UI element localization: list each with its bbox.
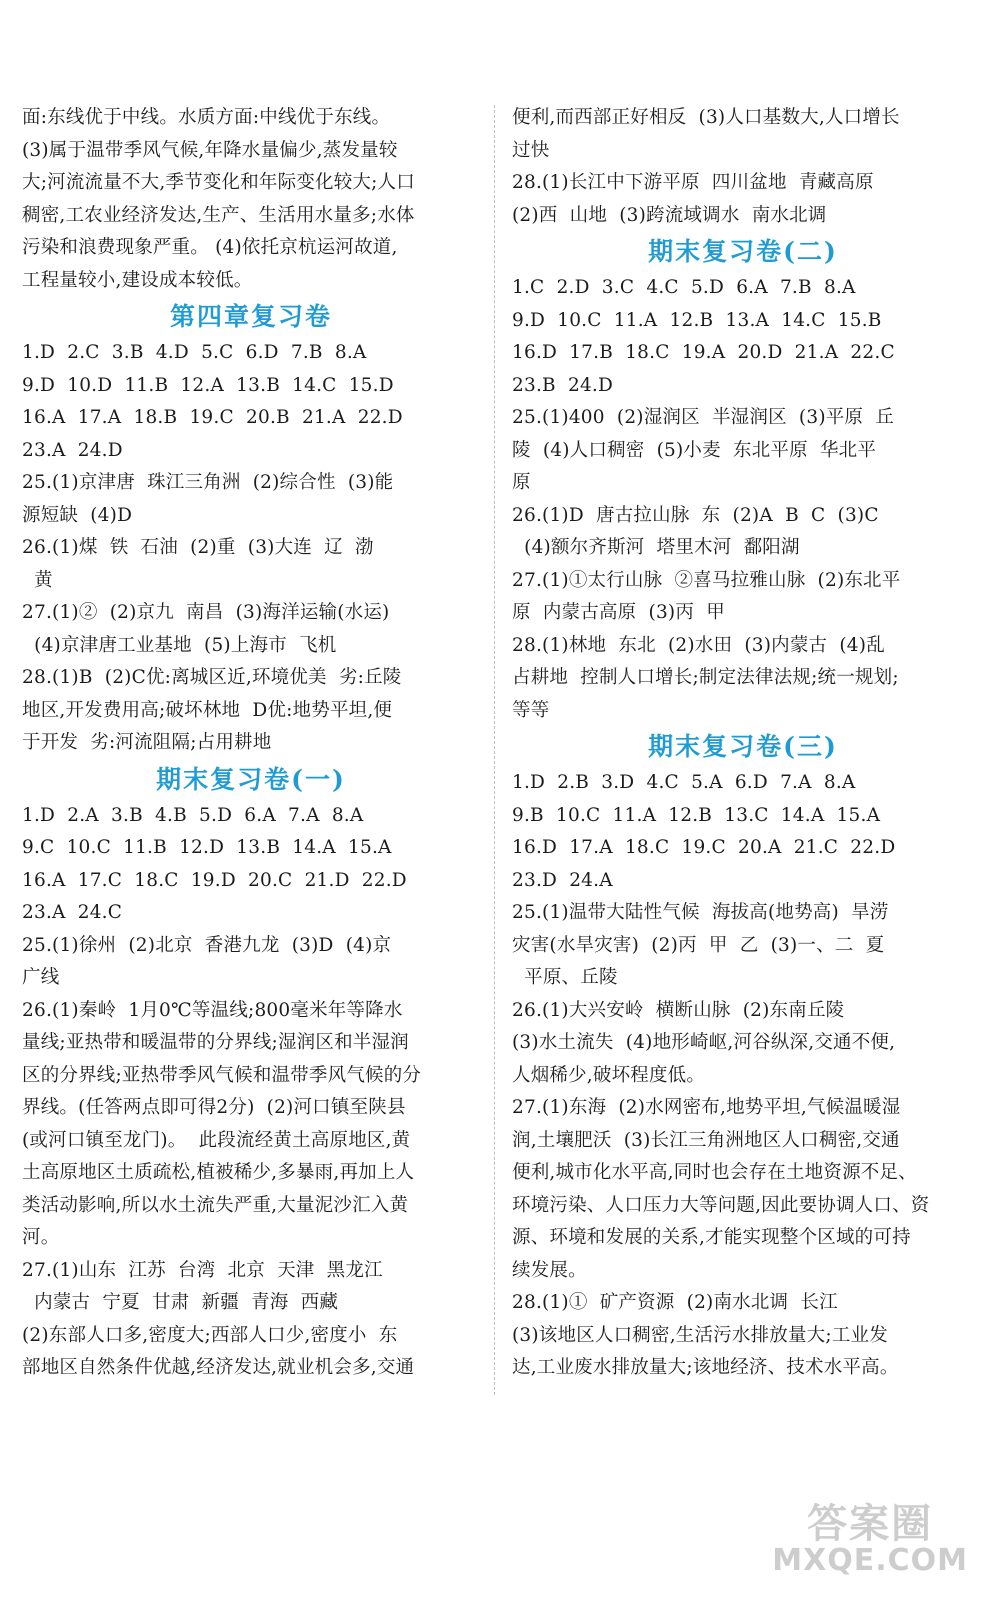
answer-line: 1.C 2.D 3.C 4.C 5.D 6.A 7.B 8.A bbox=[512, 277, 856, 298]
answer-line: 16.A 17.A 18.B 19.C 20.B 21.A 22.D bbox=[22, 407, 403, 428]
answer-line: 面:东线优于中线。水质方面:中线优于东线。 bbox=[22, 107, 391, 128]
answer-line: 26.(1)秦岭 1月0℃等温线;800毫米年等降水 bbox=[22, 999, 403, 1021]
answer-line: 28.(1)长江中下游平原 四川盆地 青藏高原 bbox=[512, 172, 874, 193]
answer-line: 续发展。 bbox=[512, 1259, 587, 1281]
answer-line: 达,工业废水排放量大;该地经济、技术水平高。 bbox=[512, 1357, 899, 1378]
answer-line: 人烟稀少,破坏程度低。 bbox=[512, 1064, 706, 1086]
answer-line: 河。 bbox=[22, 1227, 60, 1248]
answer-line: 23.A 24.D bbox=[22, 439, 123, 461]
answer-line: 原 bbox=[512, 472, 531, 493]
section-title: 期末复习卷(三) bbox=[648, 732, 838, 761]
section-title: 第四章复习卷 bbox=[169, 302, 332, 331]
answer-line: 25.(1)京津唐 珠江三角洲 (2)综合性 (3)能 bbox=[22, 472, 394, 493]
answer-line: 16.D 17.B 18.C 19.A 20.D 21.A 22.C bbox=[512, 342, 895, 363]
answer-line: (2)西 山地 (3)跨流域调水 南水北调 bbox=[512, 204, 827, 226]
answer-line: 28.(1)林地 东北 (2)水田 (3)内蒙古 (4)乱 bbox=[512, 634, 885, 656]
answer-line: 23.D 24.A bbox=[512, 869, 613, 891]
right-column bbox=[512, 102, 974, 1385]
answer-line: 25.(1)400 (2)湿润区 半湿润区 (3)平原 丘 bbox=[512, 407, 894, 428]
answer-line: 大;河流流量不大,季节变化和年际变化较大;人口 bbox=[22, 172, 415, 193]
watermark bbox=[772, 1492, 968, 1578]
answer-line: 16.A 17.C 18.C 19.D 20.C 21.D 22.D bbox=[22, 869, 407, 891]
answer-line: 陵 (4)人口稠密 (5)小麦 东北平原 华北平 bbox=[512, 439, 877, 461]
watermark-url: MXQE.COM bbox=[772, 1543, 968, 1578]
answer-line: 26.(1)D 唐古拉山脉 东 (2)A B C (3)C bbox=[512, 504, 879, 526]
answer-line: 于开发 劣:河流阻隔;占用耕地 bbox=[22, 732, 272, 753]
answer-line: 9.D 10.D 11.B 12.A 13.B 14.C 15.D bbox=[22, 374, 394, 396]
section-title: 期末复习卷(二) bbox=[648, 237, 838, 266]
answer-line: 26.(1)煤 铁 石油 (2)重 (3)大连 辽 渤 bbox=[22, 537, 374, 558]
answer-line: 界线。(任答两点即可得2分) (2)河口镇至陕县 bbox=[22, 1097, 406, 1118]
answer-line: 9.C 10.C 11.B 12.D 13.B 14.A 15.A bbox=[22, 837, 392, 858]
answer-line: 25.(1)徐州 (2)北京 香港九龙 (3)D (4)京 bbox=[22, 934, 392, 956]
answer-line: 灾害(水旱灾害) (2)丙 甲 乙 (3)一、二 夏 bbox=[512, 934, 885, 956]
answer-line: 地区,开发费用高;破坏林地 D优:地势平坦,便 bbox=[22, 699, 393, 721]
answer-line: 16.D 17.A 18.C 19.C 20.A 21.C 22.D bbox=[512, 837, 896, 858]
answer-line: (3)水土流失 (4)地形崎岖,河谷纵深,交通不便, bbox=[512, 1032, 896, 1053]
answer-line: 9.B 10.C 11.A 12.B 13.C 14.A 15.A bbox=[512, 804, 881, 826]
answer-line: 便利,城市化水平高,同时也会存在土地资源不足、 bbox=[512, 1162, 917, 1183]
answer-line: 28.(1)B (2)C优:离城区近,环境优美 劣:丘陵 bbox=[22, 667, 402, 688]
answer-line: 1.D 2.C 3.B 4.D 5.C 6.D 7.B 8.A bbox=[22, 342, 367, 363]
answer-line: 等等 bbox=[512, 699, 550, 721]
answer-line: 23.B 24.D bbox=[512, 374, 614, 396]
answer-line: (3)该地区人口稠密,生活污水排放量大;工业发 bbox=[512, 1324, 888, 1346]
answer-line: 27.(1)①太行山脉 ②喜马拉雅山脉 (2)东北平 bbox=[512, 569, 901, 591]
answer-line: 过快 bbox=[512, 139, 550, 161]
answer-line: 源短缺 (4)D bbox=[22, 504, 133, 526]
answer-line: 黄 bbox=[22, 569, 53, 591]
answer-line: 27.(1)东海 (2)水网密布,地势平坦,气候温暖湿 bbox=[512, 1097, 901, 1118]
answer-line: 类活动影响,所以水土流失严重,大量泥沙汇入黄 bbox=[22, 1194, 409, 1216]
answer-line: 23.A 24.C bbox=[22, 902, 123, 923]
answer-line: (2)东部人口多,密度大;西部人口少,密度小 东 bbox=[22, 1324, 398, 1346]
answer-line: 便利,而西部正好相反 (3)人口基数大,人口增长 bbox=[512, 107, 900, 128]
answer-line: 环境污染、人口压力大等问题,因此要协调人口、资 bbox=[512, 1194, 930, 1216]
answer-line: 26.(1)大兴安岭 横断山脉 (2)东南丘陵 bbox=[512, 999, 845, 1021]
answer-line: 工程量较小,建设成本较低。 bbox=[22, 269, 253, 291]
answer-line: 污染和浪费现象严重。 (4)依托京杭运河故道, bbox=[22, 237, 398, 258]
answer-line: 内蒙古 宁夏 甘肃 新疆 青海 西藏 bbox=[22, 1292, 339, 1313]
answer-line: 占耕地 控制人口增长;制定法律法规;统一规划; bbox=[512, 667, 899, 688]
answer-line: 量线;亚热带和暖温带的分界线;湿润区和半湿润 bbox=[22, 1032, 409, 1053]
answer-line: 28.(1)① 矿产资源 (2)南水北调 长江 bbox=[512, 1292, 838, 1313]
answer-line: 源、环境和发展的关系,才能实现整个区域的可持 bbox=[512, 1227, 911, 1248]
answer-line: 27.(1)山东 江苏 台湾 北京 天津 黑龙江 bbox=[22, 1259, 383, 1281]
answer-line: 部地区自然条件优越,经济发达,就业机会多,交通 bbox=[22, 1357, 415, 1378]
answer-line: 1.D 2.A 3.B 4.B 5.D 6.A 7.A 8.A bbox=[22, 804, 364, 826]
answer-line: 27.(1)② (2)京九 南昌 (3)海洋运输(水运) bbox=[22, 602, 390, 623]
column-divider bbox=[494, 105, 495, 1395]
answer-line: 润,土壤肥沃 (3)长江三角洲地区人口稠密,交通 bbox=[512, 1129, 900, 1151]
answer-line: 土高原地区土质疏松,植被稀少,多暴雨,再加上人 bbox=[22, 1162, 415, 1183]
answer-line: 平原、丘陵 bbox=[512, 967, 618, 988]
answer-line: 25.(1)温带大陆性气候 海拔高(地势高) 旱涝 bbox=[512, 902, 889, 923]
answer-line: (3)属于温带季风气候,年降水量偏少,蒸发量较 bbox=[22, 139, 398, 161]
answer-line: 稠密,工农业经济发达,生产、生活用水量多;水体 bbox=[22, 204, 415, 226]
answer-line: 广线 bbox=[22, 967, 60, 988]
answer-line: 原 内蒙古高原 (3)丙 甲 bbox=[512, 602, 725, 623]
answer-line: 9.D 10.C 11.A 12.B 13.A 14.C 15.B bbox=[512, 309, 882, 331]
answer-line: 1.D 2.B 3.D 4.C 5.A 6.D 7.A 8.A bbox=[512, 772, 856, 793]
watermark-logo: 答案圈 bbox=[807, 1501, 934, 1547]
answer-line: (或河口镇至龙门)。 此段流经黄土高原地区,黄 bbox=[22, 1129, 411, 1151]
answer-line: 区的分界线;亚热带季风气候和温带季风气候的分 bbox=[22, 1064, 422, 1086]
answer-line: (4)额尔齐斯河 塔里木河 鄱阳湖 bbox=[512, 537, 800, 558]
section-title: 期末复习卷(一) bbox=[156, 764, 346, 794]
answer-line: (4)京津唐工业基地 (5)上海市 飞机 bbox=[22, 634, 337, 656]
left-column bbox=[22, 102, 480, 1385]
